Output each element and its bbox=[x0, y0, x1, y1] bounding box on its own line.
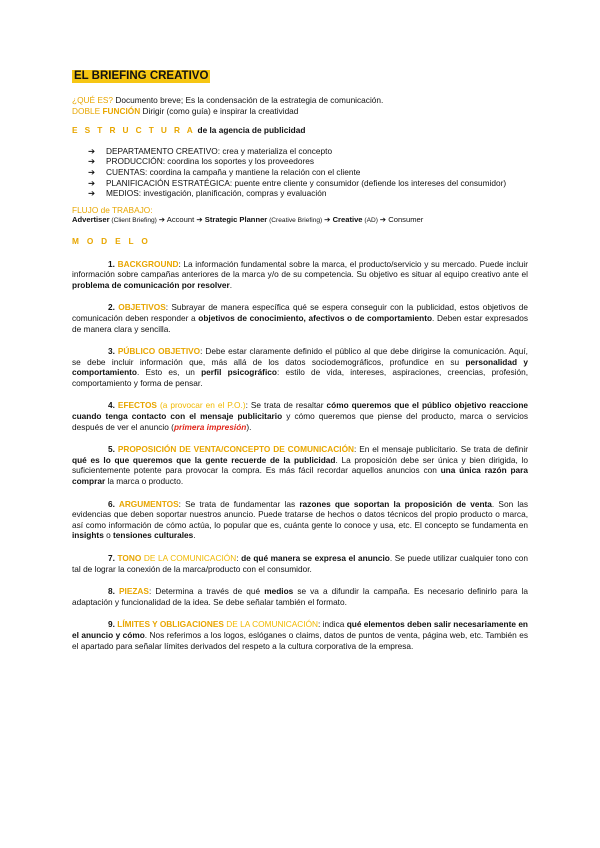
item-sublabel: (a provocar en el P.O.) bbox=[156, 400, 246, 411]
item-bold: medios bbox=[264, 586, 294, 597]
item-text: y cómo queremos que piense del producto, marca o servicios después de ver el anuncio ( bbox=[72, 411, 529, 432]
arrow-icon: ➔ bbox=[158, 215, 166, 225]
item-text: ). bbox=[246, 421, 252, 432]
item-bold: personalidad y comportamiento bbox=[72, 356, 528, 378]
estructura-text: de la agencia de publicidad bbox=[195, 125, 306, 136]
item-bold: problema de comunicación por resolver bbox=[72, 279, 230, 290]
que-es-line bbox=[72, 95, 528, 106]
item-bold: qué es lo que queremos que la gente recuerde de la publicidad bbox=[72, 454, 336, 465]
doble-label: DOBLE bbox=[72, 105, 101, 116]
consumer-label: Consumer bbox=[386, 215, 424, 225]
item-text: . La proposición debe ser única y bien dirigida, lo suficientemente potente para provocar la compra. Es más fácil recordar aquellos anuncios con bbox=[72, 454, 528, 476]
item-text: . Deben estar expresados de manera clara y sencilla. bbox=[72, 312, 528, 334]
item-bold: razones que soportan la proposición de venta bbox=[299, 498, 492, 509]
item-bold: insights bbox=[72, 530, 104, 541]
que-es-label: ¿QUÉ ES? bbox=[72, 95, 114, 105]
account-label: Account bbox=[165, 215, 197, 225]
flujo-line bbox=[72, 215, 528, 227]
item-number: 8. bbox=[108, 586, 119, 597]
list-item bbox=[88, 188, 528, 199]
model-item-limites bbox=[72, 619, 528, 651]
item-number: 5. bbox=[108, 444, 118, 455]
department-text: DEPARTAMENTO CREATIVO: crea y materializa el concepto bbox=[106, 145, 333, 156]
list-item bbox=[88, 167, 528, 178]
item-text: se va a difundir la campaña. Es necesario definirlo para la adaptación y funcionalidad de la idea. Se debe señalar también el formato. bbox=[72, 586, 528, 607]
item-label: TONO bbox=[117, 553, 142, 563]
model-item-objetivos bbox=[72, 302, 528, 334]
item-number: 1. bbox=[108, 258, 118, 269]
department-text: PLANIFICACIÓN ESTRATÉGICA: puente entre cliente y consumidor (defiende los intereses del consumidor) bbox=[106, 177, 507, 188]
item-number: 3. bbox=[108, 346, 118, 357]
arrow-icon: ➔ bbox=[88, 188, 95, 199]
item-bold: una única razón para comprar bbox=[72, 465, 528, 487]
model-item-proposicion bbox=[72, 444, 528, 486]
list-item bbox=[88, 156, 528, 167]
department-text: CUENTAS: coordina la campaña y mantiene la relación con el cliente bbox=[106, 166, 361, 177]
item-number: 6. bbox=[108, 498, 119, 509]
estructura-heading bbox=[72, 125, 528, 136]
list-item bbox=[88, 178, 528, 189]
item-text: . Esto es, un bbox=[137, 367, 202, 378]
item-number: 2. bbox=[108, 302, 119, 313]
document-page bbox=[72, 70, 528, 663]
item-text: : Se trata de resaltar bbox=[245, 400, 327, 411]
item-text: . Nos referimos a los logos, eslóganes o claims, datos de puntos de venta, página web, etc. También es el apartado para señalar límites derivados del respeto a la cultura corporativa de la empresa. bbox=[72, 629, 528, 651]
arrow-icon: ➔ bbox=[88, 177, 95, 188]
item-number: 9. bbox=[108, 619, 118, 630]
model-item-efectos bbox=[72, 400, 528, 432]
item-label: BACKGROUND bbox=[117, 258, 179, 269]
item-text: la marca o producto. bbox=[105, 476, 184, 487]
estructura-label: E S T R U C T U R A bbox=[72, 125, 196, 136]
item-bold: objetivos de conocimiento, afectivos o de comportamiento bbox=[198, 312, 433, 323]
departments-list bbox=[72, 146, 528, 199]
item-text: . Se puede utilizar cualquier tono con tal de lograr la conexión de la marca/producto con el consumidor. bbox=[72, 553, 529, 574]
item-sublabel: DE LA COMUNICACIÓN bbox=[141, 553, 237, 563]
item-sublabel: DE LA COMUNICACIÓN bbox=[223, 619, 319, 630]
model-item-piezas bbox=[72, 586, 528, 607]
item-bold: tensiones culturales bbox=[113, 530, 194, 541]
item-label: EFECTOS bbox=[117, 400, 157, 411]
list-item bbox=[88, 146, 528, 157]
arrow-icon: ➔ bbox=[379, 215, 387, 225]
item-label: PIEZAS bbox=[118, 586, 149, 597]
model-item-argumentos bbox=[72, 499, 528, 541]
department-text: MEDIOS: investigación, planificación, compras y evaluación bbox=[106, 188, 327, 199]
item-text: o bbox=[103, 530, 114, 541]
item-label: PROPOSICIÓN DE VENTA/CONCEPTO DE COMUNICACIÓN bbox=[117, 444, 355, 455]
funcion-label: FUNCIÓN bbox=[102, 105, 141, 116]
item-highlight: primera impresión bbox=[173, 421, 247, 432]
model-item-background bbox=[72, 259, 528, 291]
item-label: PÚBLICO OBJETIVO bbox=[117, 346, 201, 357]
item-text: . bbox=[193, 530, 196, 541]
item-number: 7. bbox=[108, 553, 118, 563]
planner-note: (Creative Briefing) bbox=[267, 217, 325, 225]
item-label: ARGUMENTOS bbox=[118, 498, 179, 509]
advertiser-note: (Client Briefing) bbox=[109, 217, 159, 225]
doble-funcion-line bbox=[72, 106, 528, 117]
que-es-text: Documento breve; Es la condensación de la estrategia de comunicación. bbox=[113, 95, 384, 105]
arrow-icon: ➔ bbox=[88, 145, 95, 156]
item-text: : Subrayar de manera específica qué se espera conseguir con la publicidad, estos objetivos de comunicación deben responder a bbox=[72, 302, 528, 323]
department-text: PRODUCCIÓN: coordina los soportes y los proveedores bbox=[106, 156, 314, 167]
page-title: EL BRIEFING CREATIVO bbox=[74, 70, 209, 82]
creative-label: Creative bbox=[330, 215, 363, 225]
item-text: : Debe estar claramente definido el público al que debe dirigirse la comunicación. Aquí, se debe incluir información que, más allá de los datos sociodemográficos, profundice en su bbox=[72, 346, 528, 367]
item-label: OBJETIVOS bbox=[118, 302, 166, 313]
arrow-icon: ➔ bbox=[88, 166, 95, 177]
model-item-tono bbox=[72, 553, 528, 574]
creative-note: (AD) bbox=[362, 217, 380, 225]
item-text: : bbox=[236, 553, 242, 563]
item-text: : estilo de vida, intereses, aspiraciones, creencias, profesión, comportamiento y forma de pensar. bbox=[72, 367, 529, 388]
item-number: 4. bbox=[108, 400, 118, 411]
advertiser-label: Advertiser bbox=[72, 215, 110, 225]
model-item-publico bbox=[72, 346, 528, 388]
item-text: : En el mensaje publicitario. Se trata de definir bbox=[354, 444, 528, 455]
arrow-icon: ➔ bbox=[196, 215, 203, 225]
item-text: . Son las evidencias que deben soportar nuestros anuncio. Puede tratarse de hechos o datos técnicos del propio producto o marca, así como información de cómo actúa, lo popular que es, cuánta gente lo conoce y usa, etc. El concepto se fundamenta en bbox=[72, 498, 529, 530]
arrow-icon: ➔ bbox=[324, 215, 331, 225]
item-bold: cómo queremos que el público objetivo reaccione cuando tenga contacto con el mensaje publicitario bbox=[72, 400, 528, 422]
item-bold: perfil psicográfico bbox=[201, 367, 277, 378]
planner-label: Strategic Planner bbox=[202, 215, 268, 225]
item-label: LÍMITES Y OBLIGACIONES bbox=[117, 619, 224, 630]
item-text: . bbox=[229, 279, 232, 290]
item-bold: qué elementos deben salir necesariamente en el anuncio y cómo bbox=[72, 619, 529, 640]
arrow-icon: ➔ bbox=[88, 156, 95, 167]
item-text: : La información fundamental sobre la marca, el producto/servicio y su mercado. Puede incluir información sobre campañas anteriores de la marca y/o de su competencia. Su objetivo es situar al equipo creativo ante el bbox=[72, 258, 529, 280]
doble-funcion-text: Dirigir (como guía) e inspirar la creatividad bbox=[140, 105, 299, 116]
item-text: : Se trata de fundamentar las bbox=[178, 498, 300, 509]
item-text: : Determina a través de qué bbox=[148, 586, 265, 597]
item-text: : indica bbox=[318, 619, 347, 630]
modelo-heading: M O D E L O bbox=[72, 235, 151, 246]
item-bold: de qué manera se expresa el anuncio bbox=[241, 553, 390, 563]
flujo-heading: FLUJO de TRABAJO: bbox=[72, 204, 153, 215]
